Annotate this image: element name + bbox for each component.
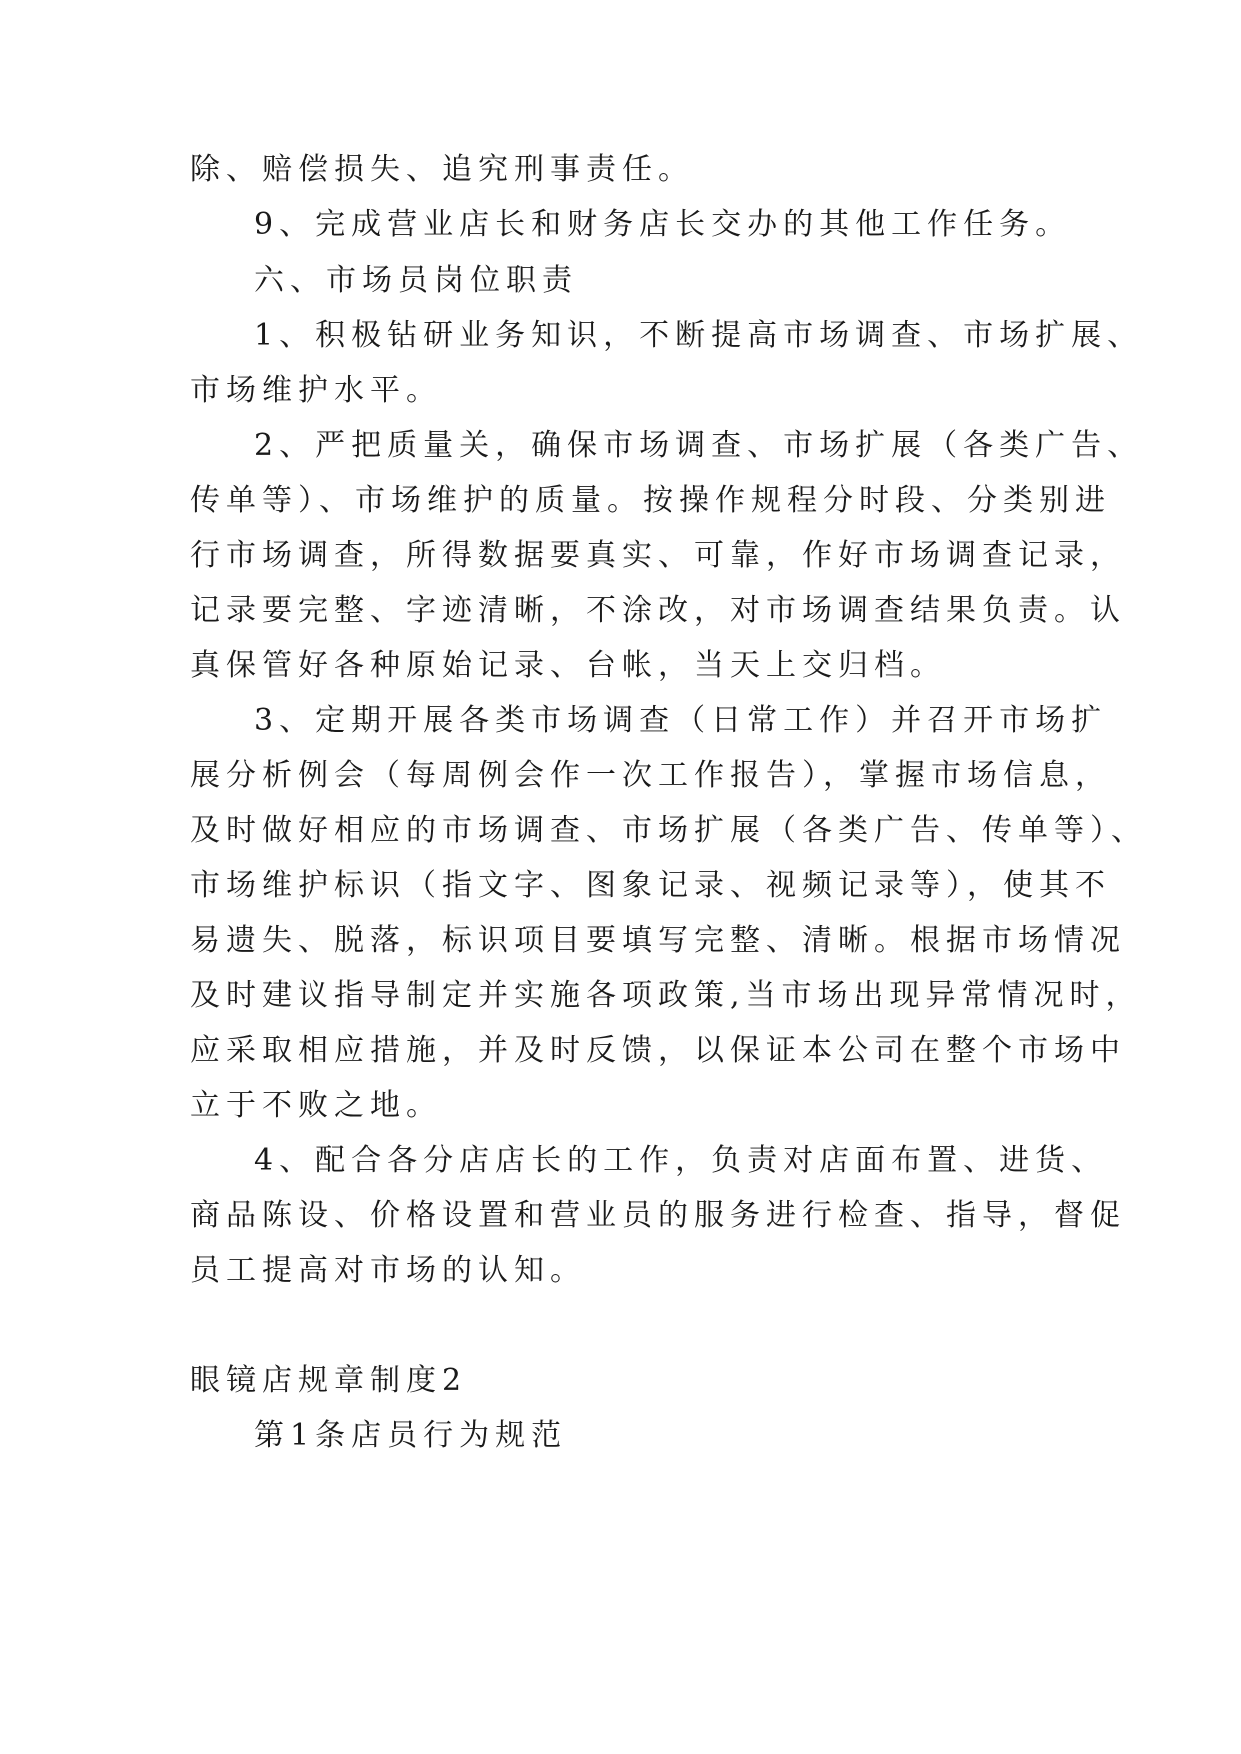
text-line: 4、配合各分店店长的工作，负责对店面布置、进货、 <box>254 1143 1108 1178</box>
text-line: 3、定期开展各类市场调查（日常工作）并召开市场扩 <box>254 703 1108 738</box>
text-line: 立于不败之地。 <box>190 1088 442 1123</box>
text-line: 行市场调查，所得数据要真实、可靠，作好市场调查记录， <box>190 538 1126 573</box>
section-heading: 六、市场员岗位职责 <box>254 263 578 298</box>
text-line: 传单等）、市场维护的质量。按操作规程分时段、分类别进 <box>190 483 1111 518</box>
text-line: 真保管好各种原始记录、台帐，当天上交归档。 <box>190 648 946 683</box>
text-line: 市场维护水平。 <box>190 373 442 408</box>
text-line: 易遗失、脱落，标识项目要填写完整、清晰。根据市场情况 <box>190 923 1126 958</box>
text-line: 及时建议指导制定并实施各项政策,当市场出现异常情况时， <box>190 978 1142 1013</box>
text-line: 市场维护标识（指文字、图象记录、视频记录等），使其不 <box>190 868 1111 903</box>
text-line: 员工提高对市场的认知。 <box>190 1253 586 1288</box>
text-line: 及时做好相应的市场调查、市场扩展（各类广告、传单等）、 <box>190 813 1147 848</box>
text-line: 商品陈设、价格设置和营业员的服务进行检查、指导，督促 <box>190 1198 1126 1233</box>
text-line: 9、完成营业店长和财务店长交办的其他工作任务。 <box>254 207 1072 242</box>
text-line: 应采取相应措施，并及时反馈，以保证本公司在整个市场中 <box>190 1033 1126 1068</box>
text-line: 1、积极钻研业务知识，不断提高市场调查、市场扩展、 <box>254 318 1144 353</box>
text-line: 2、严把质量关，确保市场调查、市场扩展（各类广告、 <box>254 428 1144 463</box>
document-title: 眼镜店规章制度2 <box>190 1363 468 1398</box>
section-heading: 第1条店员行为规范 <box>254 1418 568 1453</box>
text-line: 记录要完整、字迹清晰，不涂改，对市场调查结果负责。认 <box>190 593 1126 628</box>
text-line: 除、赔偿损失、追究刑事责任。 <box>190 152 694 187</box>
text-line: 展分析例会（每周例会作一次工作报告），掌握市场信息， <box>190 758 1111 793</box>
